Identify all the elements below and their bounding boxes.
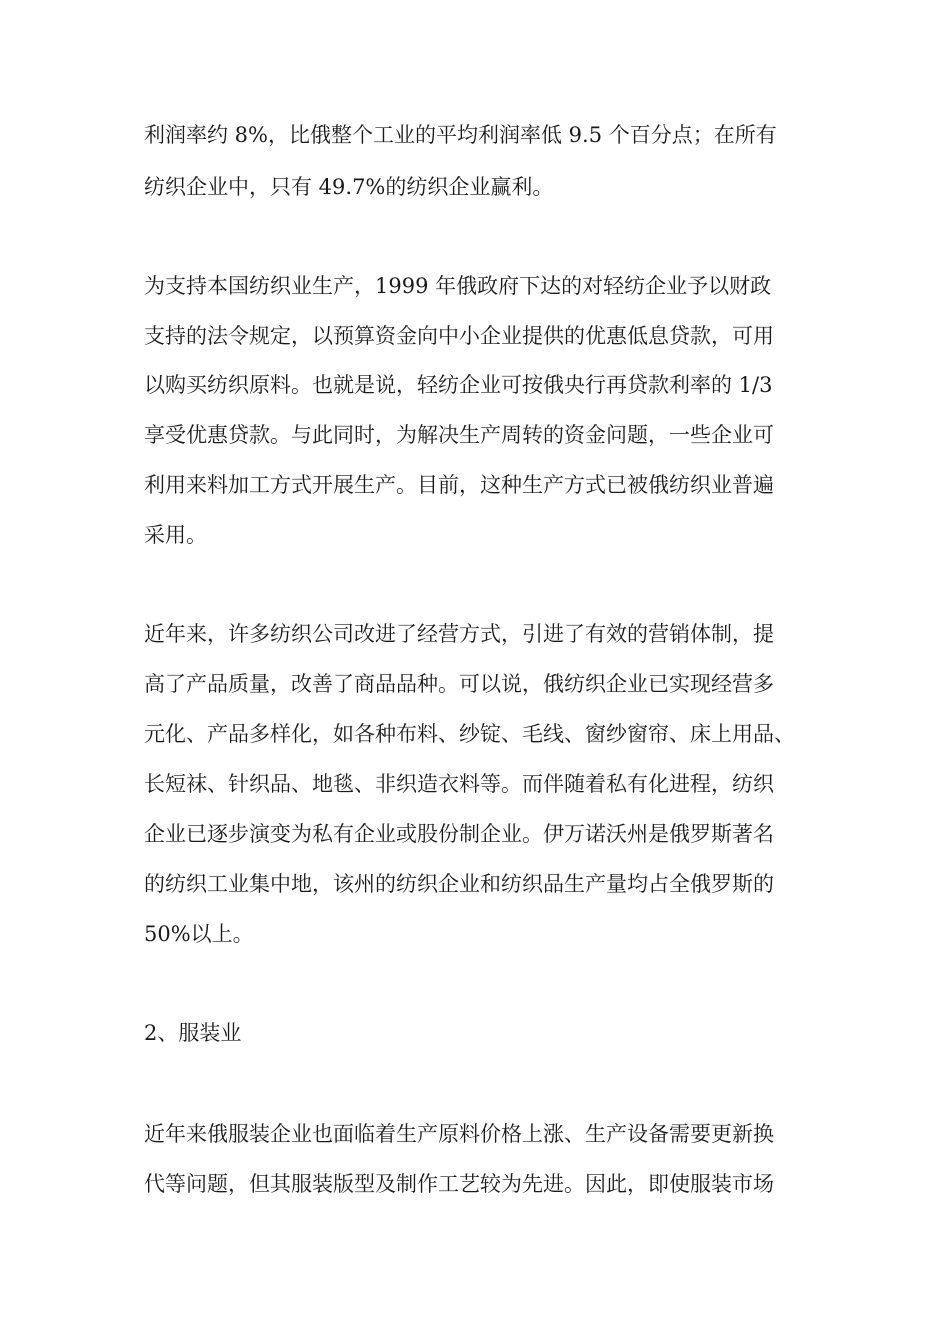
text-line: 的纺织工业集中地，该州的纺织企业和纺织品生产量均占全俄罗斯的 — [144, 872, 774, 896]
text-line: 元化、产品多样化，如各种布料、纱锭、毛线、窗纱窗帘、床上用品、 — [144, 722, 795, 746]
text-line: 采用。 — [144, 523, 207, 547]
text-line: 50%以上。 — [144, 922, 254, 946]
text-line: 近年来，许多纺织公司改进了经营方式，引进了有效的营销体制，提 — [144, 622, 774, 646]
text-line: 纺织企业中，只有 49.7%的纺织企业赢利。 — [144, 175, 554, 199]
text-line: 为支持本国纺织业生产，1999 年俄政府下达的对轻纺企业予以财政 — [144, 274, 772, 298]
text-line: 近年来俄服装企业也面临着生产原料价格上涨、生产设备需要更新换 — [144, 1122, 774, 1146]
text-line: 企业已逐步演变为私有企业或股份制企业。伊万诺沃州是俄罗斯著名 — [144, 822, 774, 846]
text-line: 代等问题，但其服装版型及制作工艺较为先进。因此，即使服装市场 — [144, 1172, 774, 1196]
text-line: 享受优惠贷款。与此同时，为解决生产周转的资金问题，一些企业可 — [144, 423, 774, 447]
text-line: 长短袜、针织品、地毯、非织造衣料等。而伴随着私有化进程，纺织 — [144, 772, 774, 796]
text-line: 高了产品质量，改善了商品品种。可以说，俄纺织企业已实现经营多 — [144, 672, 774, 696]
text-line: 以购买纺织原料。也就是说，轻纺企业可按俄央行再贷款利率的 1/3 — [144, 373, 773, 397]
text-line: 利润率约 8%，比俄整个工业的平均利润率低 9.5 个百分点；在所有 — [144, 123, 777, 147]
text-line: 支持的法令规定，以预算资金向中小企业提供的优惠低息贷款，可用 — [144, 324, 774, 348]
section-heading: 2、服装业 — [144, 1021, 242, 1045]
text-line: 利用来料加工方式开展生产。目前，这种生产方式已被俄纺织业普遍 — [144, 473, 774, 497]
